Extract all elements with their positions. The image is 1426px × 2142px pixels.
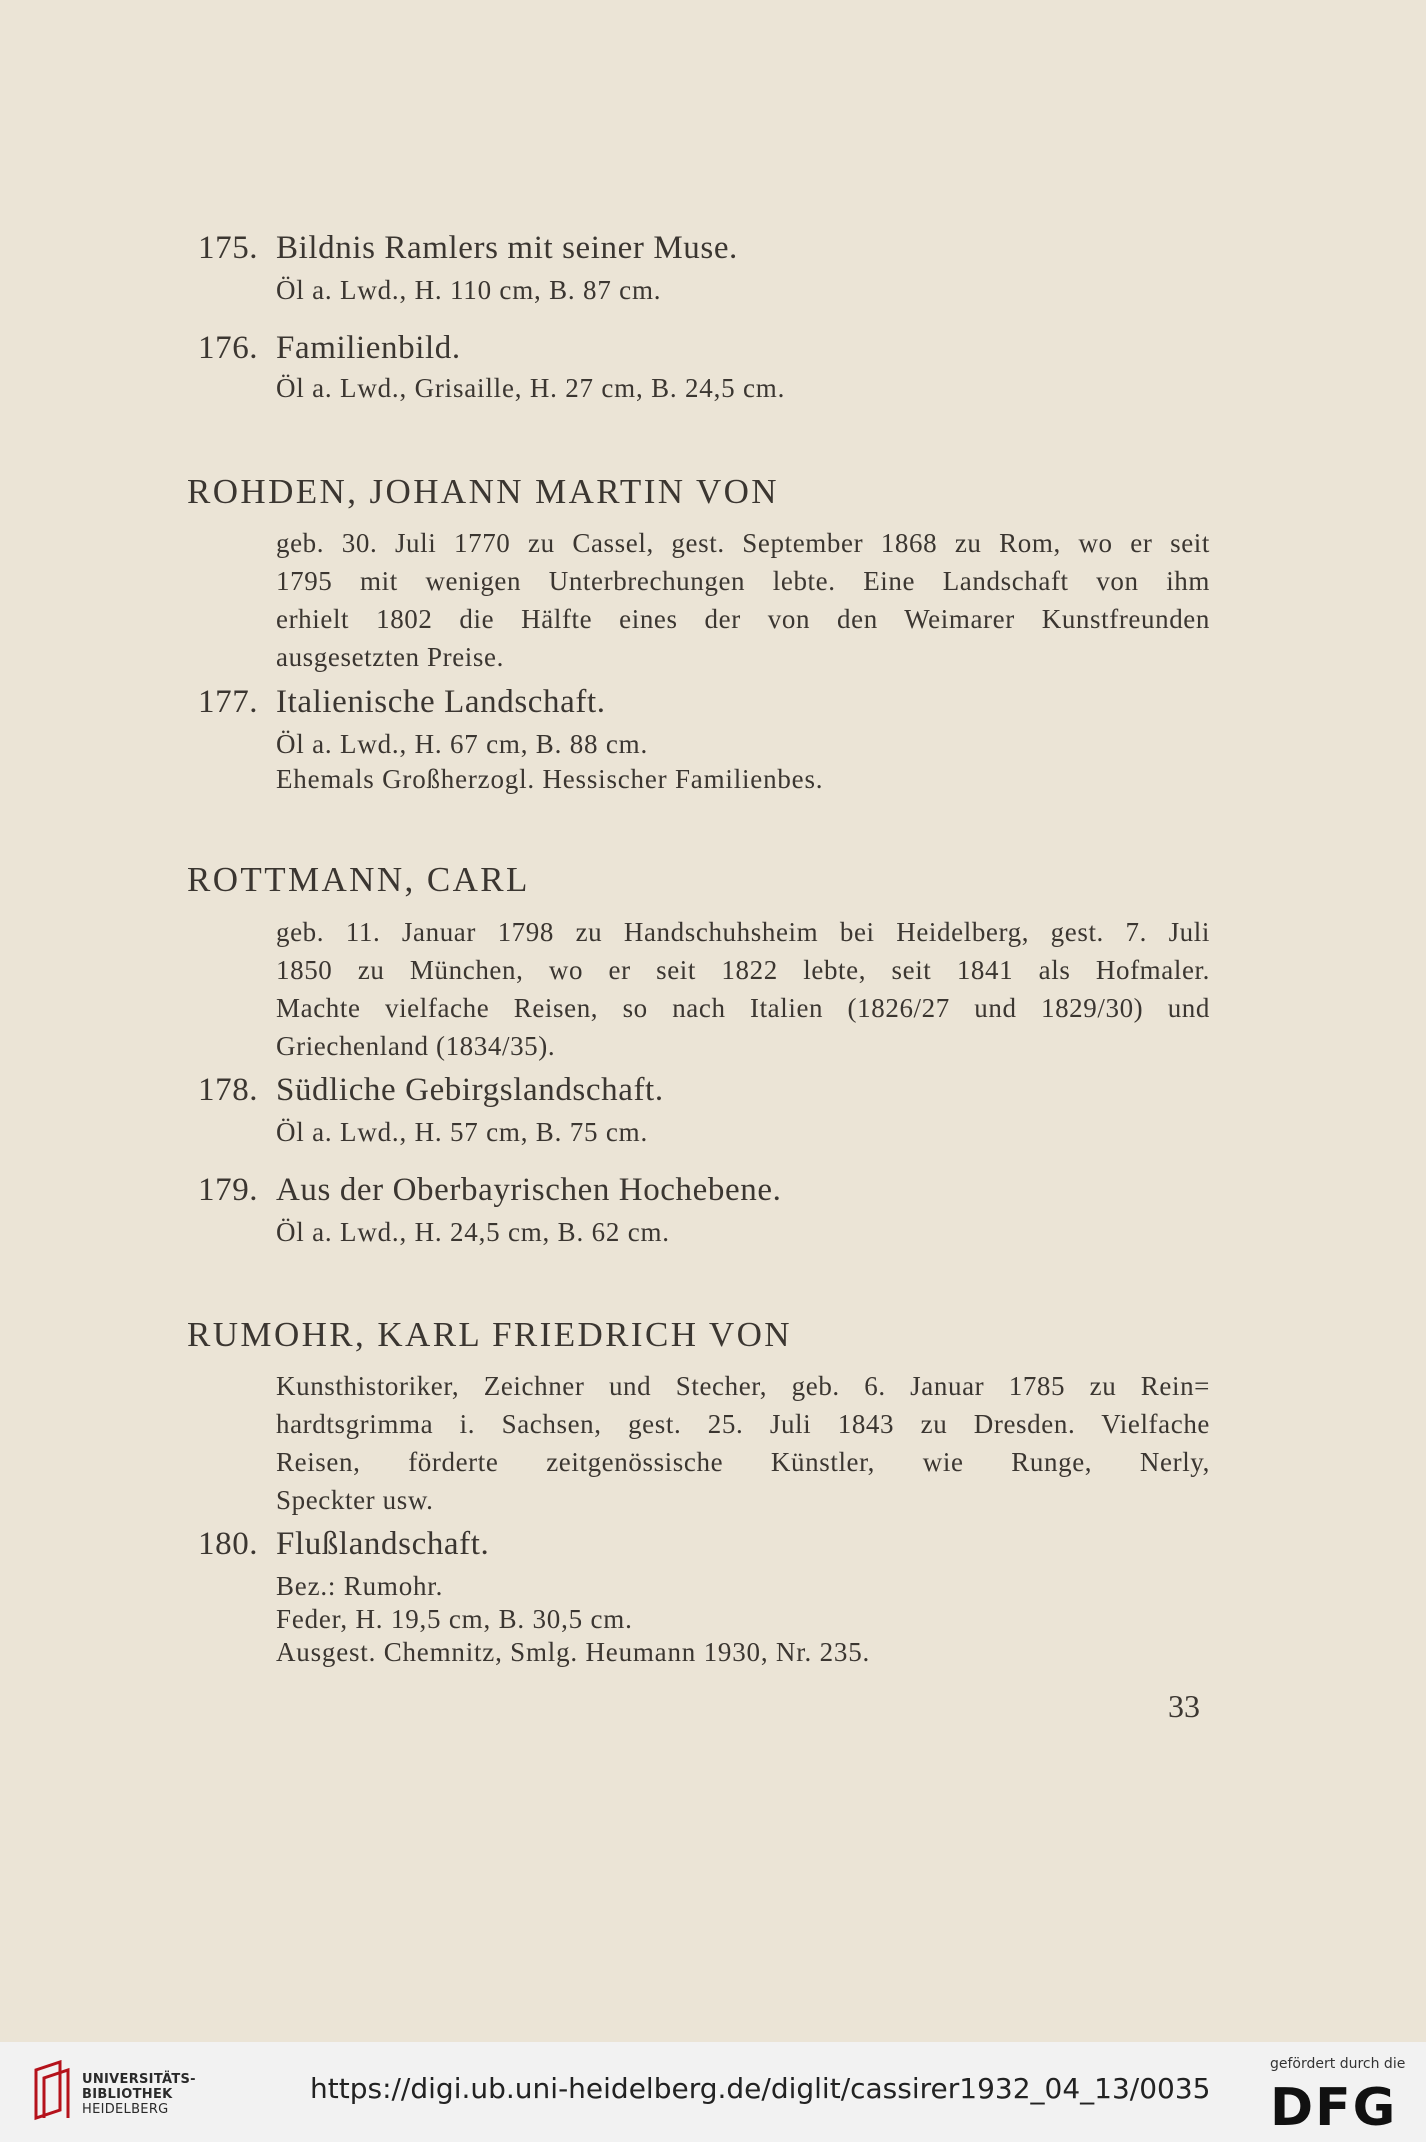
entry-176-detail: Öl a. Lwd., Grisaille, H. 27 cm, B. 24,5 cm.: [276, 373, 786, 403]
library-name-line: HEIDELBERG: [82, 2102, 169, 2117]
artist-heading-rohden: ROHDEN, JOHANN MARTIN VON: [187, 472, 779, 511]
bio-line: erhielt 1802 die Hälfte eines der von den Weimarer Kunstfreunden: [276, 604, 1210, 634]
library-name-line: BIBLIOTHEK: [82, 2087, 173, 2102]
artist-bio-rumohr: [276, 1367, 1210, 1519]
bio-line: Reisen, förderte zeitgenössische Künstler, wie Runge, Nerly,: [276, 1447, 1210, 1477]
entry-177-title: [198, 684, 606, 721]
permalink-url[interactable]: https://digi.ub.uni-heidelberg.de/diglit/cassirer1932_04_13/0035: [310, 2072, 1211, 2105]
bio-line: Griechenland (1834/35).: [276, 1031, 556, 1061]
bio-line: 1850 zu München, wo er seit 1822 lebte, seit 1841 als Hofmaler.: [276, 955, 1210, 985]
dfg-logo: DFG: [1270, 2078, 1398, 2138]
entry-175-detail: Öl a. Lwd., H. 110 cm, B. 87 cm.: [276, 275, 662, 305]
bio-line: hardtsgrimma i. Sachsen, gest. 25. Juli 1843 zu Dresden. Vielfache: [276, 1409, 1210, 1439]
bio-line: Speckter usw.: [276, 1485, 434, 1515]
entry-179-detail: Öl a. Lwd., H. 24,5 cm, B. 62 cm.: [276, 1217, 670, 1247]
entry-title-text: Aus der Oberbayrischen Hochebene.: [276, 1172, 782, 1208]
page-number: 33: [1168, 1688, 1200, 1724]
entry-title-text: Flußlandschaft.: [276, 1526, 490, 1562]
entry-number: 177.: [198, 684, 259, 720]
entry-number: 176.: [198, 330, 259, 366]
bio-line: 1795 mit wenigen Unterbrechungen lebte. Eine Landschaft von ihm: [276, 566, 1210, 596]
entry-title-text: Familienbild.: [276, 330, 461, 366]
entry-number: 180.: [198, 1526, 259, 1562]
entry-180-detail-2: Feder, H. 19,5 cm, B. 30,5 cm.: [276, 1604, 633, 1634]
artist-heading-rottmann: ROTTMANN, CARL: [187, 860, 530, 899]
bio-line: geb. 11. Januar 1798 zu Handschuhsheim bei Heidelberg, gest. 7. Juli: [276, 917, 1210, 947]
entry-180-detail-1: Bez.: Rumohr.: [276, 1571, 444, 1601]
entry-number: 179.: [198, 1172, 259, 1208]
entry-title-text: Südliche Gebirgslandschaft.: [276, 1072, 664, 1108]
entry-177-detail-1: Öl a. Lwd., H. 67 cm, B. 88 cm.: [276, 729, 649, 759]
bio-line: ausgesetzten Preise.: [276, 642, 504, 672]
entry-178-detail: Öl a. Lwd., H. 57 cm, B. 75 cm.: [276, 1117, 649, 1147]
bio-line: geb. 30. Juli 1770 zu Cassel, gest. September 1868 zu Rom, wo er seit: [276, 528, 1210, 558]
entry-179-title: [198, 1172, 781, 1209]
bio-line: Kunsthistoriker, Zeichner und Stecher, geb. 6. Januar 1785 zu Rein=: [276, 1371, 1210, 1401]
entry-177-detail-2: Ehemals Großherzogl. Hessischer Familienbes.: [276, 764, 824, 794]
entry-number: 178.: [198, 1072, 259, 1108]
entry-178-title: [198, 1072, 664, 1109]
funding-note: gefördert durch die: [1270, 2056, 1406, 2072]
entry-180-title: [198, 1526, 489, 1563]
entry-title-text: Bildnis Ramlers mit seiner Muse.: [276, 230, 738, 266]
entry-176-title: [198, 330, 461, 367]
entry-number: 175.: [198, 230, 259, 266]
artist-bio-rohden: [276, 524, 1210, 676]
footer-bar: [0, 2042, 1426, 2142]
artist-heading-rumohr: RUMOHR, KARL FRIEDRICH VON: [187, 1315, 792, 1354]
bio-line: Machte vielfache Reisen, so nach Italien (1826/27 und 1829/30) und: [276, 993, 1210, 1023]
library-name-line: UNIVERSITÄTS-: [82, 2072, 196, 2087]
artist-bio-rottmann: [276, 913, 1210, 1065]
library-name: [82, 2072, 196, 2117]
entry-title-text: Italienische Landschaft.: [276, 684, 606, 720]
library-logo-icon: [30, 2060, 78, 2124]
entry-180-detail-3: Ausgest. Chemnitz, Smlg. Heumann 1930, Nr. 235.: [276, 1637, 871, 1667]
entry-175-title: [198, 230, 738, 267]
